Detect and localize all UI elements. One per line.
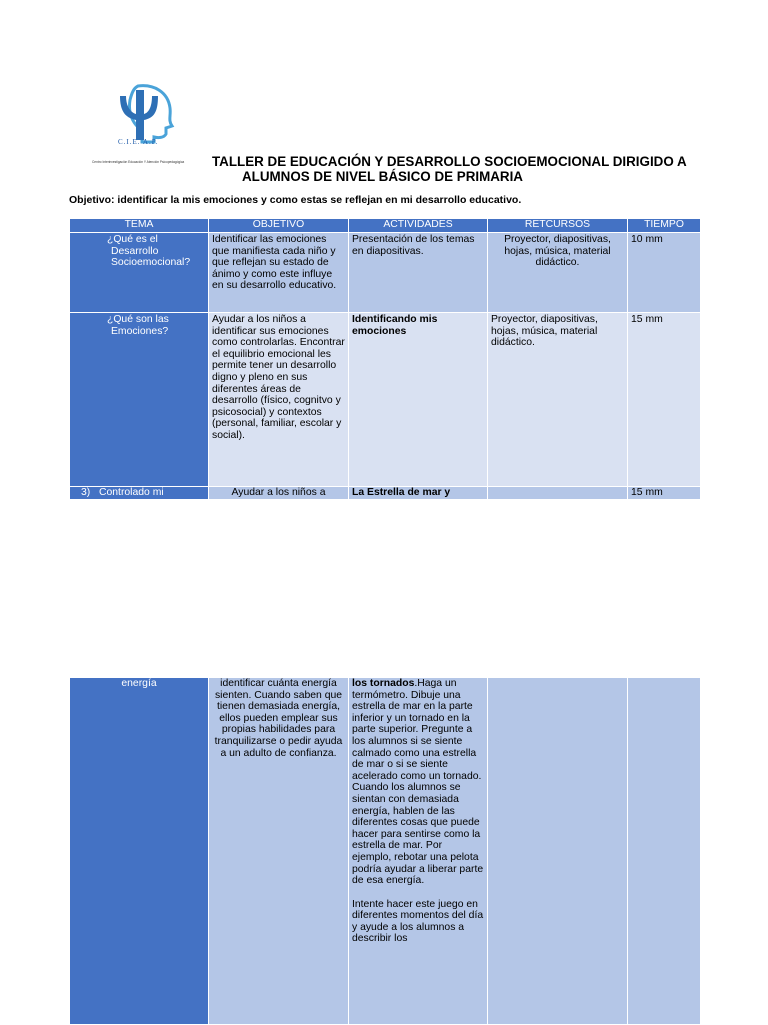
header-recursos: RETCURSOS xyxy=(488,219,628,233)
psi-head-icon xyxy=(82,82,200,142)
table-row xyxy=(70,313,701,487)
objetivo-cell: Ayudar a los niños a identificar sus emociones como controlarlas. Encontrar el equilibrio emocional les permite tener un desarrollo digno y pleno en sus diferentes áreas de desarrollo (físico, cognitvo y psicosocial) y contextos (personal, familiar, escolar y social). xyxy=(209,313,349,487)
title-line-1: TALLER DE EDUCACIÓN Y DESARROLLO SOCIOEMOCIONAL DIRIGIDO A xyxy=(212,154,687,169)
recursos-cell: Proyector, diapositivas, hojas, música, material didáctico. xyxy=(488,313,628,487)
actividades-cell xyxy=(349,678,488,1025)
objetivo-cell: Ayudar a los niños a xyxy=(209,487,349,500)
tiempo-cell: 15 mm xyxy=(628,487,701,500)
actividades-cell: Presentación de los temas en diapositivas. xyxy=(349,233,488,313)
objective-text: Objetivo: identificar la mis emociones y como estas se reflejan en mi desarrollo educativo. xyxy=(69,194,522,206)
activities-table-continued xyxy=(69,677,701,1025)
title-line-2: ALUMNOS DE NIVEL BÁSICO DE PRIMARIA xyxy=(242,169,523,184)
recursos-cell xyxy=(488,487,628,500)
row-number: 3) xyxy=(81,487,91,498)
actividades-cell: La Estrella de mar y xyxy=(349,487,488,500)
tema-cell xyxy=(70,487,209,500)
table-row xyxy=(70,487,701,500)
tema-cell xyxy=(59,313,209,487)
actividades-title: los tornados xyxy=(352,678,415,689)
activities-table xyxy=(59,218,701,500)
header-tiempo: TIEMPO xyxy=(628,219,701,233)
header-tema: TEMA xyxy=(70,219,209,233)
page-title xyxy=(212,154,702,184)
tiempo-cell: 15 mm xyxy=(628,313,701,487)
recursos-cell: Proyector, diapositivas, hojas, música, material didáctico. xyxy=(488,233,628,313)
row-number: 2) xyxy=(59,314,69,325)
logo-subtitle: Centro Interinvestigación Educación Y Atención Psicopedagógica xyxy=(92,160,185,164)
row-number: 1) xyxy=(59,234,69,245)
actividades-text: .Haga un termómetro. Dibuje una estrella de mar en la parte inferior y un tornado en la parte superior. Pregunte a los alumnos si se siente calmado como una estrella de mar o si se siente acelerado como un tornado. Cuando los alumnos se sientan con demasiada energía, hablen de las diferentes cosas que puede hacer para sentirse como la estrella de mar. Por ejemplo, rebotar una pelota podría ayudar a liberar parte de esa energía. xyxy=(352,678,484,887)
table-row xyxy=(70,233,701,313)
header-objetivo: OBJETIVO xyxy=(209,219,349,233)
tiempo-cell: 10 mm xyxy=(628,233,701,313)
recursos-cell xyxy=(488,678,628,1025)
header-actividades: ACTIVIDADES xyxy=(349,219,488,233)
tema-cell xyxy=(59,233,209,313)
objetivo-cell: identificar cuánta energía sienten. Cuando saben que tienen demasiada energía, ellos pueden emplear sus propias habilidades para tranquilizarse o pedir ayuda a un adulto de confianza. xyxy=(209,678,349,1025)
objetivo-cell: Identificar las emociones que manifiesta cada niño y que reflejan su estado de ánimo y como este influye en su desarrollo educativo. xyxy=(209,233,349,313)
tema-text: ¿Qué es el Desarrollo Socioemocional? xyxy=(107,234,191,269)
tiempo-cell xyxy=(628,678,701,1025)
tema-text: ¿Qué son las Emociones? xyxy=(107,314,169,337)
logo-text: C.I.E. A.P. xyxy=(118,138,159,146)
tema-cell: energía xyxy=(70,678,209,1025)
logo xyxy=(82,82,200,170)
table-row xyxy=(70,678,701,1025)
actividades-cell: Identificando mis emociones xyxy=(349,313,488,487)
table-header-row xyxy=(70,219,701,233)
actividades-text-2: Intente hacer este juego en diferentes momentos del día y ayude a los alumnos a describir los xyxy=(352,898,484,945)
tema-text: Controlado mi xyxy=(99,487,164,498)
